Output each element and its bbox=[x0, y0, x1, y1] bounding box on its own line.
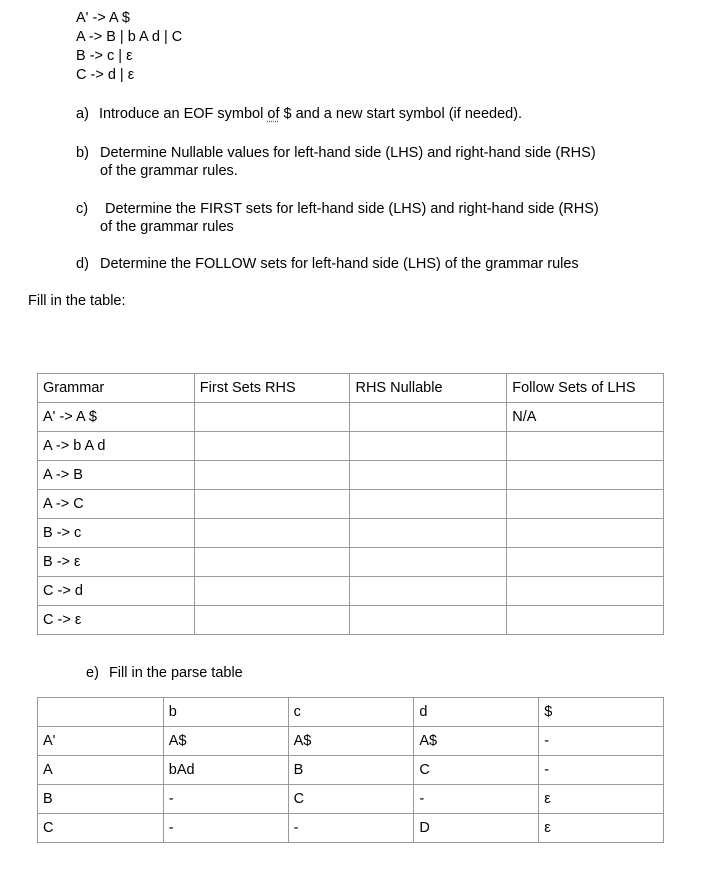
question-b-label: b) bbox=[76, 145, 89, 161]
parse-cell[interactable]: - bbox=[288, 814, 414, 843]
table-row bbox=[38, 727, 664, 756]
first-cell[interactable] bbox=[194, 432, 350, 461]
question-a bbox=[76, 106, 522, 122]
parse-header-eof: $ bbox=[539, 698, 664, 727]
follow-cell[interactable] bbox=[507, 432, 664, 461]
nonterminal-cell: B bbox=[38, 785, 164, 814]
question-e-text: Fill in the parse table bbox=[108, 665, 243, 681]
parse-cell[interactable]: A$ bbox=[414, 727, 539, 756]
parse-cell[interactable]: ε bbox=[539, 814, 664, 843]
follow-cell[interactable]: N/A bbox=[507, 403, 664, 432]
first-cell[interactable] bbox=[194, 403, 350, 432]
table-row bbox=[38, 403, 664, 432]
table-row bbox=[38, 461, 664, 490]
question-d-text: Determine the FOLLOW sets for left-hand side (LHS) of the grammar rules bbox=[100, 256, 579, 272]
parse-cell[interactable]: - bbox=[163, 785, 288, 814]
nullable-cell[interactable] bbox=[350, 432, 507, 461]
parse-header-c: c bbox=[288, 698, 414, 727]
question-b-line1: Determine Nullable values for left-hand side (LHS) and right-hand side (RHS) bbox=[100, 145, 596, 161]
question-e bbox=[86, 665, 243, 681]
fill-table-header-row bbox=[38, 374, 664, 403]
parse-table bbox=[37, 697, 664, 843]
first-cell[interactable] bbox=[194, 490, 350, 519]
grammar-cell: A -> b A d bbox=[38, 432, 195, 461]
grammar-cell: B -> ε bbox=[38, 548, 195, 577]
grammar-rule-4: C -> d | ε bbox=[76, 67, 135, 83]
grammar-cell: C -> ε bbox=[38, 606, 195, 635]
table-row bbox=[38, 490, 664, 519]
parse-table-header-row bbox=[38, 698, 664, 727]
first-cell[interactable] bbox=[194, 461, 350, 490]
grammar-cell: C -> d bbox=[38, 577, 195, 606]
follow-cell[interactable] bbox=[507, 606, 664, 635]
grammar-cell: A -> C bbox=[38, 490, 195, 519]
nullable-cell[interactable] bbox=[350, 606, 507, 635]
parse-cell[interactable]: B bbox=[288, 756, 414, 785]
nullable-cell[interactable] bbox=[350, 548, 507, 577]
question-a-post: $ and a new start symbol (if needed). bbox=[279, 106, 523, 122]
fill-header-grammar: Grammar bbox=[38, 374, 195, 403]
parse-cell[interactable]: - bbox=[414, 785, 539, 814]
first-cell[interactable] bbox=[194, 519, 350, 548]
grammar-cell: A' -> A $ bbox=[38, 403, 195, 432]
table-row bbox=[38, 785, 664, 814]
first-cell[interactable] bbox=[194, 577, 350, 606]
question-b-line2: of the grammar rules. bbox=[100, 163, 238, 179]
table-row bbox=[38, 548, 664, 577]
parse-cell[interactable]: bAd bbox=[163, 756, 288, 785]
nullable-cell[interactable] bbox=[350, 577, 507, 606]
table-row bbox=[38, 606, 664, 635]
fill-in-instruction: Fill in the table: bbox=[28, 293, 126, 309]
follow-cell[interactable] bbox=[507, 461, 664, 490]
fill-header-first: First Sets RHS bbox=[194, 374, 350, 403]
parse-cell[interactable]: A$ bbox=[288, 727, 414, 756]
question-d-label: d) bbox=[76, 256, 89, 272]
parse-cell[interactable]: D bbox=[414, 814, 539, 843]
grammar-cell: A -> B bbox=[38, 461, 195, 490]
first-cell[interactable] bbox=[194, 606, 350, 635]
follow-cell[interactable] bbox=[507, 519, 664, 548]
nullable-cell[interactable] bbox=[350, 461, 507, 490]
parse-header-b: b bbox=[163, 698, 288, 727]
parse-cell[interactable]: - bbox=[539, 756, 664, 785]
fill-header-nullable: RHS Nullable bbox=[350, 374, 507, 403]
fill-table bbox=[37, 373, 664, 635]
grammar-rule-1: A' -> A $ bbox=[76, 10, 130, 26]
nullable-cell[interactable] bbox=[350, 490, 507, 519]
grammar-cell: B -> c bbox=[38, 519, 195, 548]
grammar-rule-3: B -> c | ε bbox=[76, 48, 133, 64]
parse-cell[interactable]: C bbox=[414, 756, 539, 785]
nonterminal-cell: A' bbox=[38, 727, 164, 756]
question-c-line2: of the grammar rules bbox=[100, 219, 234, 235]
parse-cell[interactable]: ε bbox=[539, 785, 664, 814]
table-row bbox=[38, 519, 664, 548]
first-cell[interactable] bbox=[194, 548, 350, 577]
follow-cell[interactable] bbox=[507, 490, 664, 519]
parse-cell[interactable]: - bbox=[539, 727, 664, 756]
question-a-pre: Introduce an EOF symbol bbox=[98, 106, 268, 122]
nullable-cell[interactable] bbox=[350, 519, 507, 548]
parse-header-corner bbox=[38, 698, 164, 727]
table-row bbox=[38, 756, 664, 785]
parse-cell[interactable]: C bbox=[288, 785, 414, 814]
follow-cell[interactable] bbox=[507, 577, 664, 606]
table-row bbox=[38, 432, 664, 461]
nonterminal-cell: A bbox=[38, 756, 164, 785]
question-a-label: a) bbox=[76, 106, 89, 122]
fill-header-follow: Follow Sets of LHS bbox=[507, 374, 664, 403]
parse-cell[interactable]: A$ bbox=[163, 727, 288, 756]
question-a-wavy: of bbox=[267, 106, 280, 122]
question-c-label: c) bbox=[76, 201, 89, 217]
question-c-line1: Determine the FIRST sets for left-hand side (LHS) and right-hand side (RHS) bbox=[105, 201, 599, 217]
table-row bbox=[38, 814, 664, 843]
nonterminal-cell: C bbox=[38, 814, 164, 843]
parse-cell[interactable]: - bbox=[163, 814, 288, 843]
nullable-cell[interactable] bbox=[350, 403, 507, 432]
follow-cell[interactable] bbox=[507, 548, 664, 577]
table-row bbox=[38, 577, 664, 606]
question-e-label: e) bbox=[86, 665, 99, 681]
parse-header-d: d bbox=[414, 698, 539, 727]
grammar-rule-2: A -> B | b A d | C bbox=[76, 29, 183, 45]
